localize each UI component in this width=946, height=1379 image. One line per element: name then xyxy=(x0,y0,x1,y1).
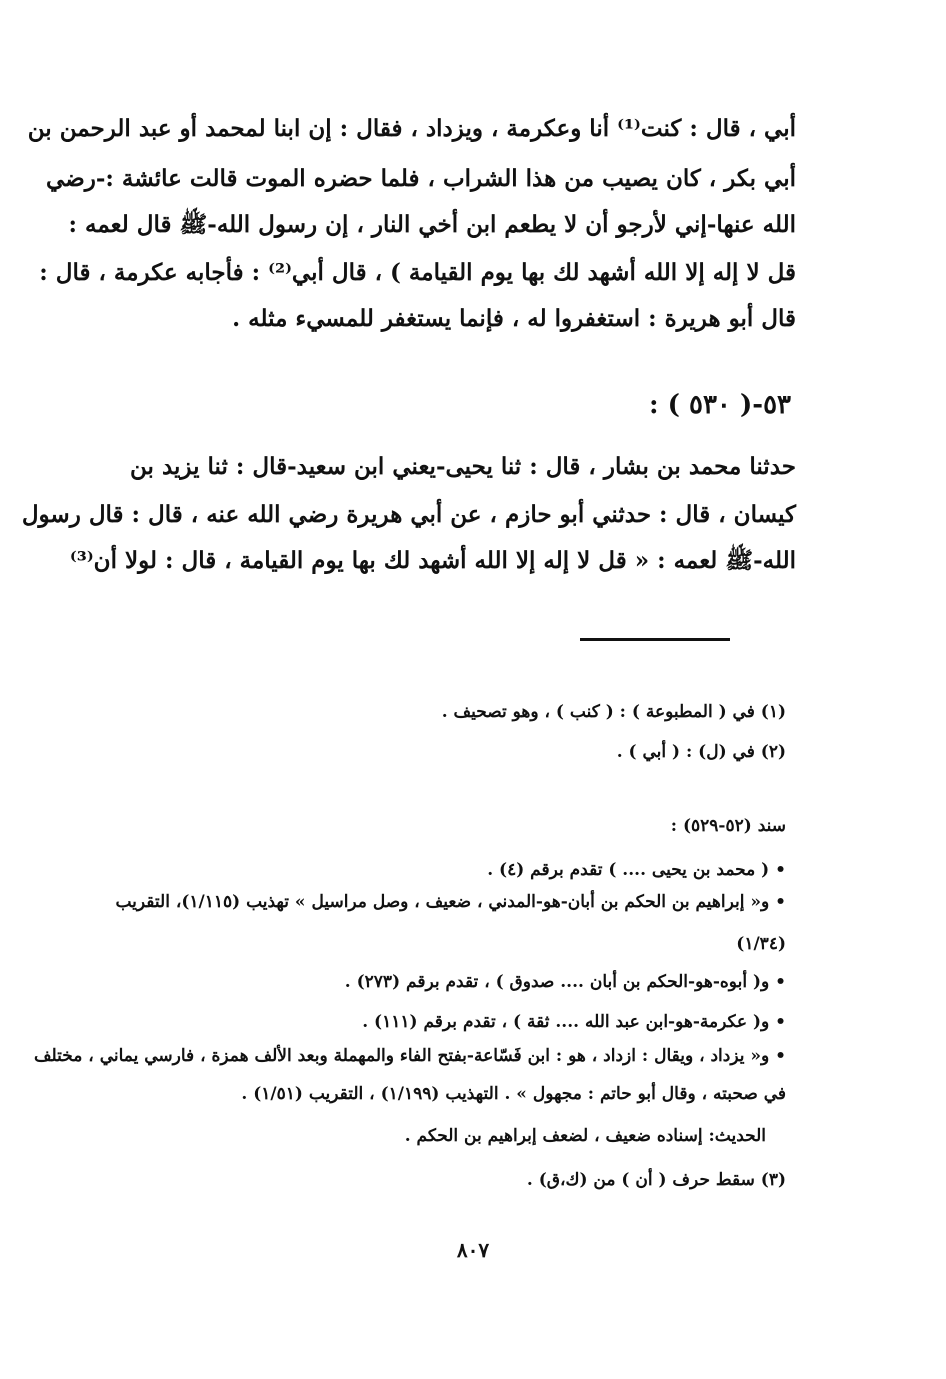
section-text-line: حدثنا محمد بن بشار ، قال : ثنا يحيى-يعني ابن سعيد-قال : ثنا يزيد بن xyxy=(130,453,796,480)
main-text-line: قال أبو هريرة : استغفروا له ، فإنما يستغفر للمسيء مثله . xyxy=(232,305,796,332)
section-text-line: كيسان ، قال : حدثني أبو حازم ، عن أبي هريرة رضي الله عنه ، قال : قال رسول xyxy=(21,501,796,528)
sanad-item-continuation: (١/٣٤) xyxy=(736,934,786,954)
main-text-line: أبي ، قال : كنت⁽¹⁾ أنا وعكرمة ، ويزداد ، فقال : إن ابنا لمحمد أو عبد الرحمن بن xyxy=(27,115,796,142)
footnote-3: (٣) سقط حرف ( أن ) من (ك،ق) . xyxy=(526,1170,786,1190)
section-text-line: الله-ﷺ لعمه : « قل لا إله إلا الله أشهد لك بها يوم القيامة ، قال : لولا أن⁽³⁾ xyxy=(69,547,796,574)
main-text-line: أبي بكر ، كان يصيب من هذا الشراب ، فلما حضره الموت قالت عائشة :-رضي xyxy=(46,165,796,192)
page-number: ٨٠٧ xyxy=(456,1238,490,1262)
footnote-1: (١) في ( المطبوعة ) : ( كنب ) ، وهو تصحيف . xyxy=(441,702,786,722)
sanad-item-continuation: في صحبته ، وقال أبو حاتم : مجهول » . التهذيب (١/١٩٩) ، التقريب (١/٥١) . xyxy=(241,1084,786,1104)
section-heading: ٥٣-( ٥٣٠ ) : xyxy=(648,390,791,420)
sanad-item: • و( أبوه-هو-الحكم بن أبان .... صدوق ) ، تقدم برقم (٢٧٣) . xyxy=(344,972,786,992)
sanad-item: • ( محمد بن يحيى .... ) تقدم برقم (٤) . xyxy=(487,860,786,880)
sanad-item: • و( عكرمة-هو-ابن عبد الله .... ثقة ) ، تقدم برقم (١١١) . xyxy=(362,1012,786,1032)
sanad-title: سند (٥٢-٥٢٩) : xyxy=(670,816,786,836)
footnote-2: (٢) في (ل) : ( أبي ) . xyxy=(616,742,786,762)
sanad-item: • و« يزداد ، ويقال : ازداد ، هو : ابن فَسّاعة-بفتح الفاء والمهملة وبعد الألف همزة ، فارسي يماني ، مختلف xyxy=(33,1046,786,1066)
main-text-line: قل لا إله إلا الله أشهد لك بها يوم القيامة ) ، قال أبي⁽²⁾ : فأجابه عكرمة ، قال : xyxy=(39,259,796,286)
main-text-line: الله عنها-إني لأرجو أن لا يطعم ابن أخي النار ، إن رسول الله-ﷺ قال لعمه : xyxy=(68,211,796,238)
hadith-grade: الحديث: إسناده ضعيف ، لضعف إبراهيم بن الحكم . xyxy=(404,1126,766,1146)
footnote-divider xyxy=(580,638,730,641)
sanad-item: • و« إبراهيم بن الحكم بن أبان-هو-المدني ، ضعيف ، وصل مراسيل » تهذيب (١/١١٥)، التقريب xyxy=(115,892,786,912)
